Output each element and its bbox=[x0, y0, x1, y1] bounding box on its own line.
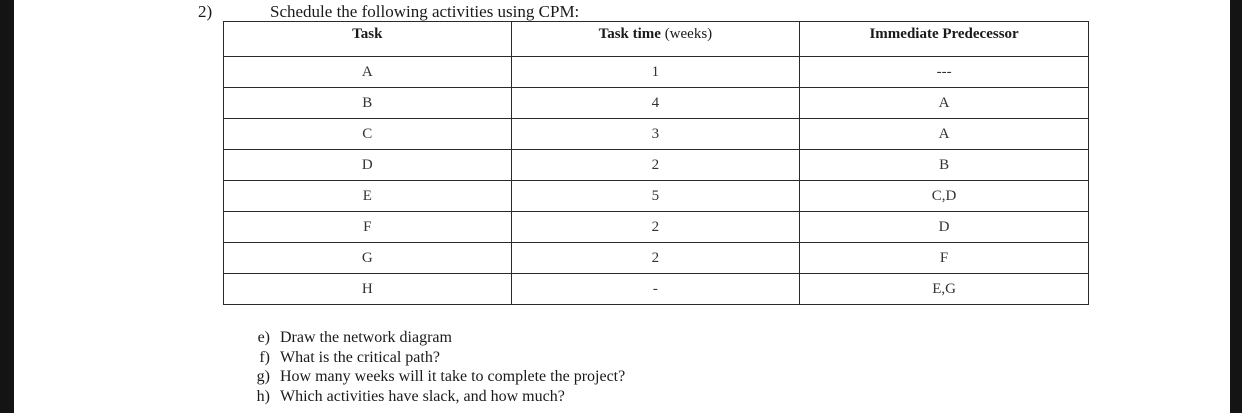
cell-task-time: - bbox=[511, 274, 800, 305]
instruction-text: Schedule the following activities using CPM: bbox=[270, 2, 580, 21]
header-task: Task bbox=[224, 22, 512, 57]
question-text: How many weeks will it take to complete the project? bbox=[280, 368, 626, 386]
cell-task: H bbox=[224, 274, 512, 305]
table-header-row bbox=[224, 22, 1089, 57]
cell-task: A bbox=[224, 57, 512, 88]
table-row bbox=[224, 243, 1089, 274]
question-label: g) bbox=[256, 368, 270, 386]
cell-task-time: 4 bbox=[511, 88, 800, 119]
cell-task: C bbox=[224, 119, 512, 150]
question-number: 2) bbox=[198, 2, 213, 21]
table-row bbox=[224, 57, 1089, 88]
cell-predecessor: A bbox=[800, 119, 1089, 150]
header-predecessor: Immediate Predecessor bbox=[800, 22, 1089, 57]
question-text: Draw the network diagram bbox=[280, 329, 452, 346]
cell-task-time: 1 bbox=[511, 57, 800, 88]
cell-predecessor: A bbox=[800, 88, 1089, 119]
cell-predecessor: D bbox=[800, 212, 1089, 243]
question-label: h) bbox=[256, 387, 270, 405]
cell-predecessor: E,G bbox=[800, 274, 1089, 305]
header-task-time-unit: (weeks) bbox=[664, 26, 713, 42]
question-label: f) bbox=[259, 348, 270, 366]
table-row bbox=[224, 181, 1089, 212]
cell-task: F bbox=[224, 212, 512, 243]
cell-task: G bbox=[224, 243, 512, 274]
cell-predecessor: F bbox=[800, 243, 1089, 274]
question-item bbox=[224, 387, 625, 407]
table-row bbox=[224, 274, 1089, 305]
header-task-time-label: Task time bbox=[598, 26, 661, 42]
table-row bbox=[224, 150, 1089, 181]
cell-task-time: 2 bbox=[511, 150, 800, 181]
activity-table bbox=[223, 21, 1089, 305]
question-list bbox=[224, 328, 625, 406]
table-row bbox=[224, 119, 1089, 150]
question-item bbox=[224, 328, 625, 348]
question-item bbox=[224, 348, 625, 368]
question-text: Which activities have slack, and how much? bbox=[280, 387, 565, 405]
cell-predecessor: --- bbox=[800, 57, 1089, 88]
cell-task-time: 3 bbox=[511, 119, 800, 150]
question-text: What is the critical path? bbox=[280, 348, 440, 366]
cell-task-time: 5 bbox=[511, 181, 800, 212]
question-item bbox=[224, 367, 625, 387]
table-row bbox=[224, 88, 1089, 119]
cell-predecessor: B bbox=[800, 150, 1089, 181]
cell-task: D bbox=[224, 150, 512, 181]
question-label: e) bbox=[257, 329, 270, 346]
table-row bbox=[224, 212, 1089, 243]
document-page bbox=[14, 0, 1230, 413]
cell-predecessor: C,D bbox=[800, 181, 1089, 212]
header-task-time bbox=[511, 22, 800, 57]
cell-task: E bbox=[224, 181, 512, 212]
cell-task-time: 2 bbox=[511, 212, 800, 243]
cell-task: B bbox=[224, 88, 512, 119]
cell-task-time: 2 bbox=[511, 243, 800, 274]
